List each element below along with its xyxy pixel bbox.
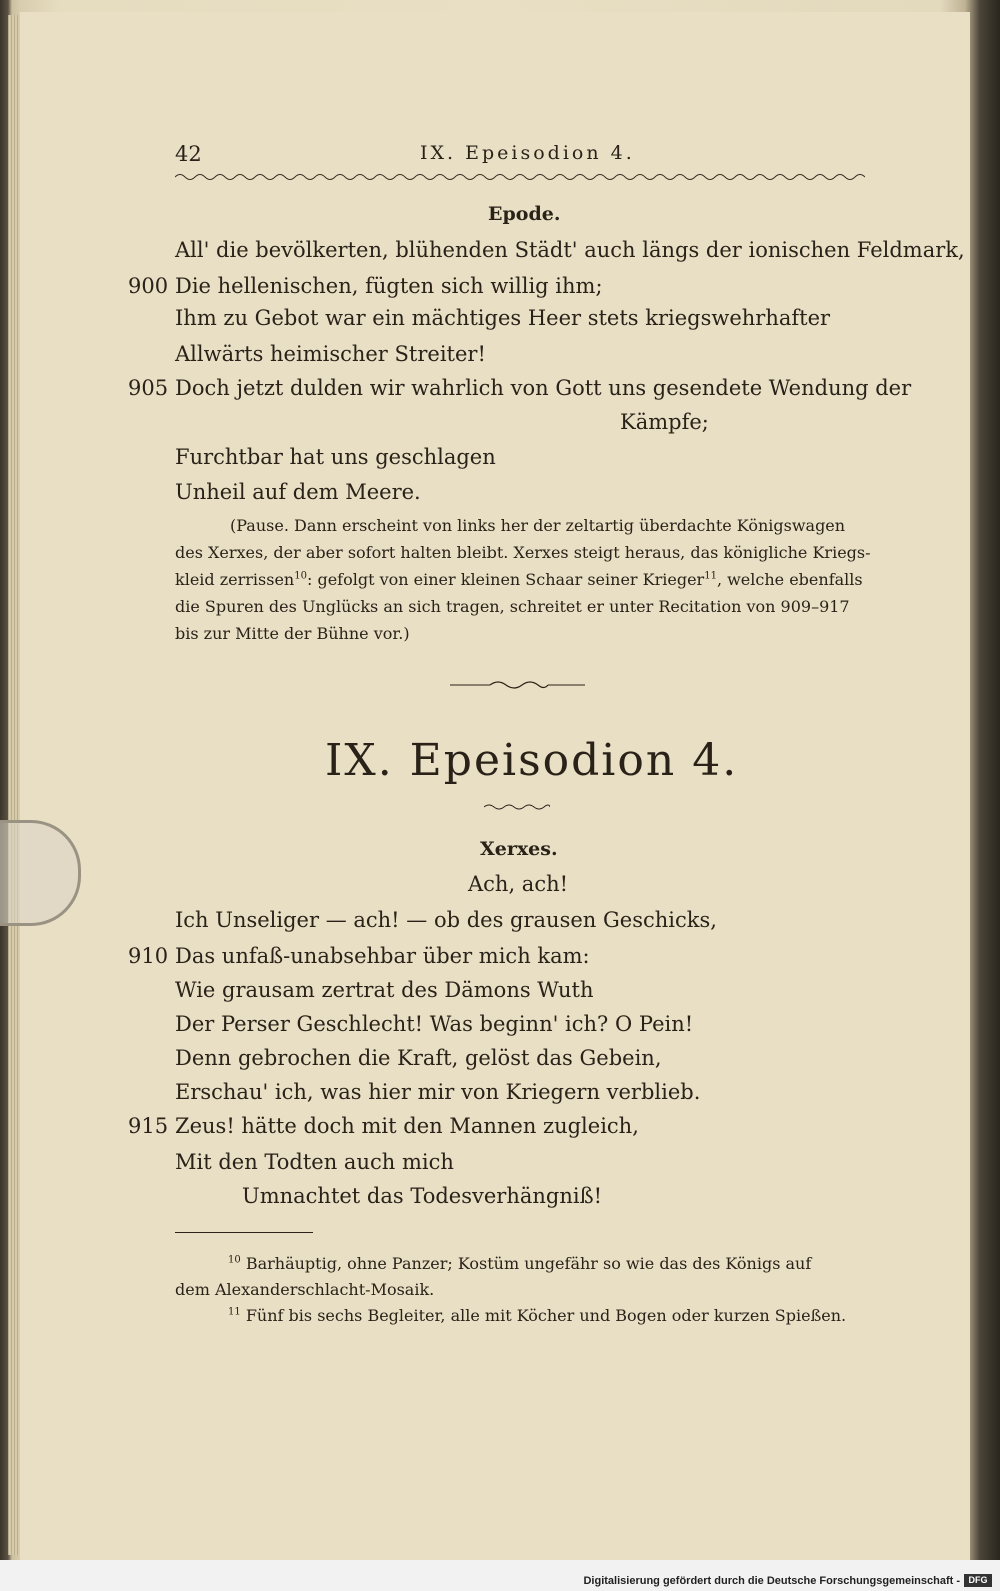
line-number: 905	[128, 376, 169, 400]
footnote: $^{11}$ Fünf bis sechs Begleiter, alle mit Köcher und Bogen oder kurzen Spießen.	[228, 1306, 847, 1325]
dfg-logo: DFG	[964, 1574, 992, 1587]
stage-direction-line: (Pause. Dann erscheint von links her der zeltartig überdachte Königswagen	[230, 516, 846, 535]
section-ornament	[450, 678, 585, 692]
verse-line: Mit den Todten auch mich	[175, 1150, 454, 1174]
footnote-mark: 10	[228, 1254, 241, 1266]
footnote: $^{10}$ Barhäuptig, ohne Panzer; Kostüm ungefähr so wie das des Königs auf	[228, 1254, 812, 1273]
verse-line: Ach, ach!	[468, 872, 569, 896]
verse-line: Ihm zu Gebot war ein mächtiges Heer stets kriegswehrhafter	[175, 306, 831, 330]
verse-line: Die hellenischen, fügten sich willig ihm;	[175, 274, 603, 298]
section-title: IX. Epeisodion 4.	[325, 735, 739, 786]
verse-line: Das unfaß-unabsehbar über mich kam:	[175, 944, 590, 968]
verse-line: Unheil auf dem Meere.	[175, 480, 421, 504]
speaker-name: Xerxes.	[480, 838, 558, 860]
verse-line: Zeus! hätte doch mit den Mannen zugleich,	[175, 1114, 639, 1138]
epode-heading: Epode.	[488, 203, 561, 225]
running-head: IX. Epeisodion 4.	[420, 142, 635, 164]
page-number: 42	[175, 142, 202, 166]
footnote-continuation: dem Alexanderschlacht-Mosaik.	[175, 1280, 435, 1299]
footnote-rule	[175, 1232, 313, 1233]
verse-line: All' die bevölkerten, blühenden Städt' auch längs der ionischen Feldmark,	[175, 238, 965, 262]
line-number: 900	[128, 274, 169, 298]
line-number: 910	[128, 944, 169, 968]
footnote-mark: 11	[228, 1306, 241, 1318]
digitization-credit: Digitalisierung gefördert durch die Deutsche Forschungsgemeinschaft -	[583, 1575, 960, 1587]
stage-direction-line: des Xerxes, der aber sofort halten bleibt. Xerxes steigt heraus, das königliche Kriegs-	[175, 543, 871, 562]
title-ornament	[484, 803, 550, 811]
stage-direction-line: kleid zerrissen$^{10}$: gefolgt von einer kleinen Schaar seiner Krieger$^{11}$, welche ebenfalls	[175, 570, 863, 589]
verse-line: Doch jetzt dulden wir wahrlich von Gott uns gesendete Wendung der	[175, 376, 912, 400]
stage-direction-line: bis zur Mitte der Bühne vor.)	[175, 624, 410, 643]
header-wavy-rule	[175, 172, 865, 182]
stage-direction-line: die Spuren des Unglücks an sich tragen, schreitet er unter Recitation von 909–917	[175, 597, 850, 616]
page-stack-edge	[8, 15, 18, 1555]
verse-line: Allwärts heimischer Streiter!	[175, 342, 486, 366]
verse-line: Denn gebrochen die Kraft, gelöst das Gebein,	[175, 1046, 662, 1070]
verse-line: Furchtbar hat uns geschlagen	[175, 445, 496, 469]
footnote-ref: 10	[294, 570, 307, 582]
verse-line: Der Perser Geschlecht! Was beginn' ich? O Pein!	[175, 1012, 694, 1036]
verse-line: Wie grausam zertrat des Dämons Wuth	[175, 978, 594, 1002]
verse-line: Ich Unseliger — ach! — ob des grausen Geschicks,	[175, 908, 717, 932]
footnote-ref: 11	[704, 570, 717, 582]
verse-line: Umnachtet das Todesverhängniß!	[242, 1184, 603, 1208]
verse-line-continuation: Kämpfe;	[620, 410, 709, 434]
verse-line: Erschau' ich, was hier mir von Kriegern verblieb.	[175, 1080, 701, 1104]
line-number: 915	[128, 1114, 169, 1138]
